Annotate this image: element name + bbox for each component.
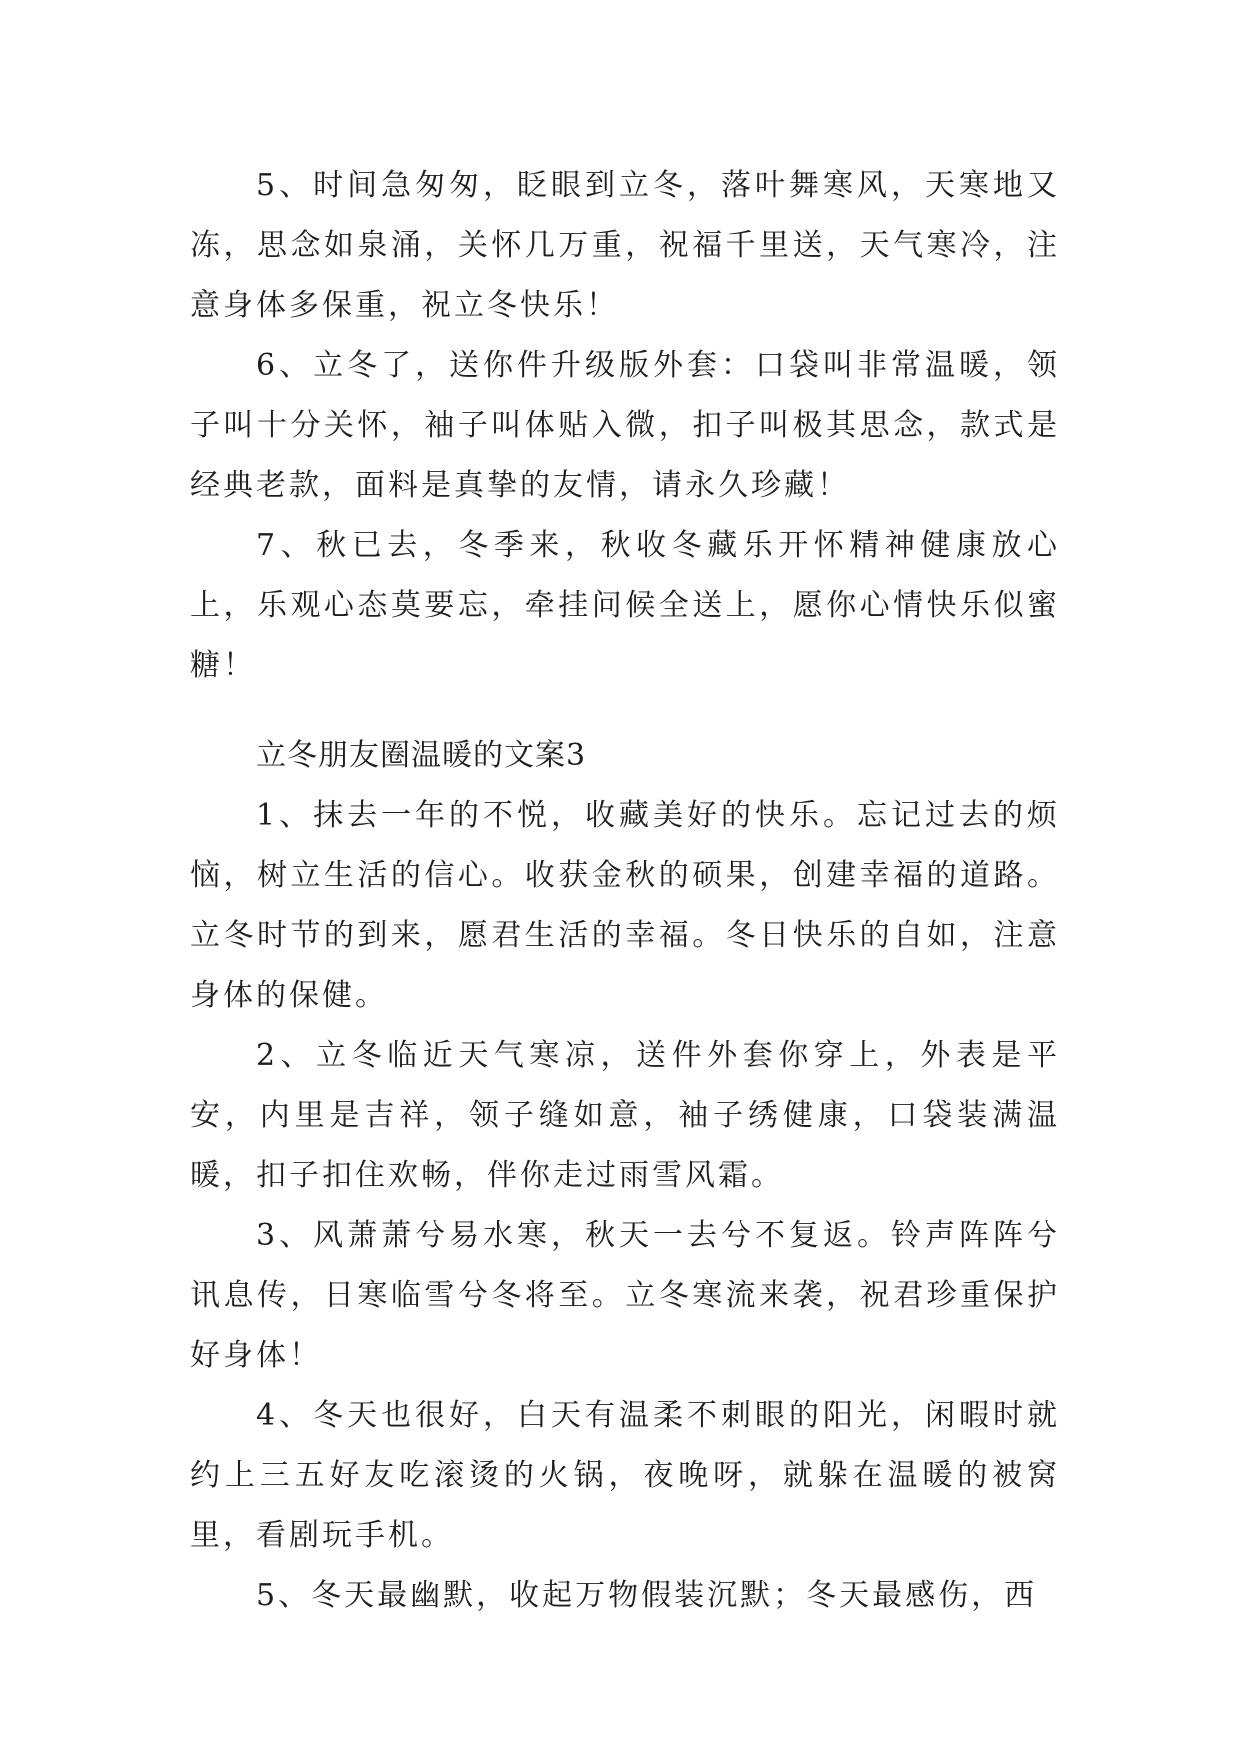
paragraph-3: 3、风萧萧兮易水寒，秋天一去兮不复返。铃声阵阵兮讯息传，日寒临雪兮冬将至。立冬寒流来袭，祝君珍重保护好身体！ xyxy=(190,1218,1060,1373)
paragraph-6: 6、立冬了，送你件升级版外套：口袋叫非常温暖，领子叫十分关怀，袖子叫体贴入微，扣子叫极其思念，款式是经典老款，面料是真挚的友情，请永久珍藏！ xyxy=(190,348,1060,503)
paragraph-5b: 5、冬天最幽默，收起万物假装沉默；冬天最感伤，西 xyxy=(256,1578,1038,1613)
paragraph-2: 2、立冬临近天气寒凉，送件外套你穿上，外表是平安，内里是吉祥，领子缝如意，袖子绣健康，口袋装满温暖，扣子扣住欢畅，伴你走过雨雪风霜。 xyxy=(190,1038,1060,1193)
section-heading: 立冬朋友圈温暖的文案3 xyxy=(256,738,587,773)
paragraph-5: 5、时间急匆匆，眨眼到立冬，落叶舞寒风，天寒地又冻，思念如泉涌，关怀几万重，祝福千里送，天气寒冷，注意身体多保重，祝立冬快乐！ xyxy=(190,168,1060,323)
paragraph-1: 1、抹去一年的不悦，收藏美好的快乐。忘记过去的烦恼，树立生活的信心。收获金秋的硕果，创建幸福的道路。立冬时节的到来，愿君生活的幸福。冬日快乐的自如，注意身体的保健。 xyxy=(190,798,1060,1013)
paragraph-7: 7、秋已去，冬季来，秋收冬藏乐开怀精神健康放心上，乐观心态莫要忘，牵挂问候全送上，愿你心情快乐似蜜糖！ xyxy=(190,528,1060,683)
paragraph-4: 4、冬天也很好，白天有温柔不刺眼的阳光，闲暇时就约上三五好友吃滚烫的火锅，夜晚呀，就躲在温暖的被窝里，看剧玩手机。 xyxy=(190,1398,1060,1553)
document-body xyxy=(190,156,1060,1626)
